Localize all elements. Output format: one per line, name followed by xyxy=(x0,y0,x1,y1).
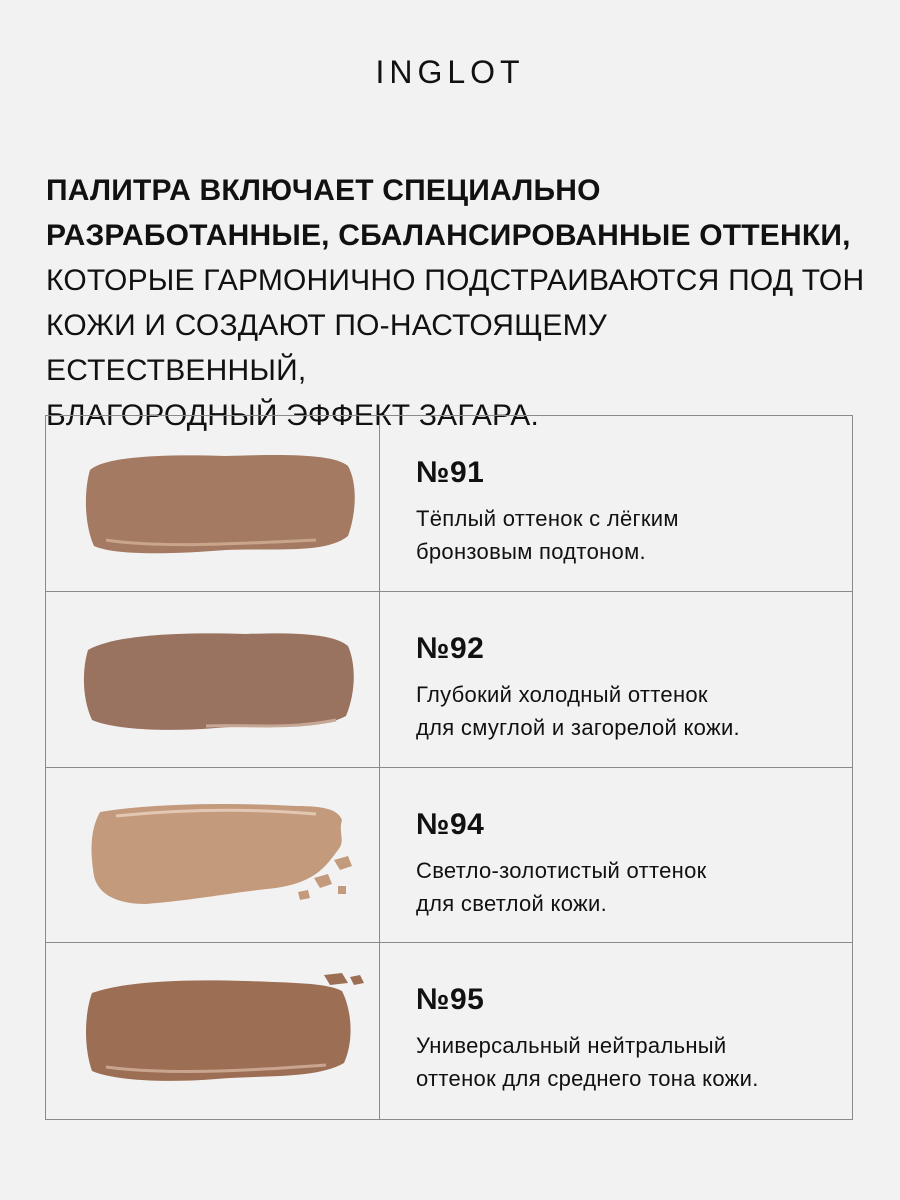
swatch-cell-91 xyxy=(46,416,380,592)
swatch-92-shape xyxy=(84,633,354,730)
swatch-cell-92 xyxy=(46,592,380,768)
shade-desc-94-line-1: Светло-золотистый оттенок xyxy=(416,857,707,883)
shade-desc-95-line-1: Универсальный нейтральный xyxy=(416,1033,727,1059)
swatch-95 xyxy=(76,971,376,1091)
intro-bold-line-1: ПАЛИТРА ВКЛЮЧАЕТ СПЕЦИАЛЬНО xyxy=(46,174,601,207)
swatch-95-flake-2 xyxy=(350,975,364,985)
swatch-94-flake-2 xyxy=(334,856,352,870)
shade-desc-91 xyxy=(416,502,836,568)
swatch-92 xyxy=(76,620,366,740)
shade-desc-92-line-2: для смуглой и загорелой кожи. xyxy=(416,714,740,740)
shade-desc-91-line-2: бронзовым подтоном. xyxy=(416,539,646,564)
intro-regular-line-3: БЛАГОРОДНЫЙ ЭФФЕКТ ЗАГАРА. xyxy=(46,399,539,432)
swatch-94 xyxy=(76,796,366,926)
brand-logo: INGLOT xyxy=(375,54,525,90)
swatch-94-flake-4 xyxy=(338,886,346,894)
shade-desc-91-line-1: Тёплый оттенок с лёгким xyxy=(416,506,679,531)
info-cell-95 xyxy=(380,943,852,1119)
shade-code-91: №91 xyxy=(416,456,485,489)
shade-desc-94-line-2: для светлой кожи. xyxy=(416,890,608,916)
shade-code-94: №94 xyxy=(416,807,485,841)
swatch-94-flake-3 xyxy=(298,890,310,900)
info-cell-91 xyxy=(380,416,852,592)
info-cell-94 xyxy=(380,768,852,944)
shade-code-95: №95 xyxy=(416,983,485,1017)
intro-text xyxy=(46,168,866,438)
intro-regular-line-1: КОТОРЫЕ ГАРМОНИЧНО ПОДСТРАИВАЮТСЯ ПОД ТОН xyxy=(46,264,865,297)
shade-desc-92 xyxy=(416,678,836,744)
shade-desc-95-line-2: оттенок для среднего тона кожи. xyxy=(416,1066,759,1092)
intro-bold-line-2: РАЗРАБОТАННЫЕ, СБАЛАНСИРОВАННЫЕ ОТТЕНКИ, xyxy=(46,219,851,252)
swatch-91 xyxy=(76,444,366,564)
swatch-95-flake-1 xyxy=(324,973,348,985)
swatch-94-flake-1 xyxy=(314,874,332,888)
intro-regular-line-2: КОЖИ И СОЗДАЮТ ПО-НАСТОЯЩЕМУ ЕСТЕСТВЕННЫЙ, xyxy=(46,309,608,387)
swatch-91-shape xyxy=(86,455,355,553)
shade-desc-94 xyxy=(416,854,836,920)
shade-desc-95 xyxy=(416,1029,836,1095)
shade-code-92: №92 xyxy=(416,631,485,665)
swatch-cell-95 xyxy=(46,943,380,1119)
swatch-94-shape xyxy=(92,804,342,904)
shades-table xyxy=(45,415,853,1120)
shade-desc-92-line-1: Глубокий холодный оттенок xyxy=(416,681,708,707)
swatch-cell-94 xyxy=(46,768,380,944)
info-cell-92 xyxy=(380,592,852,768)
